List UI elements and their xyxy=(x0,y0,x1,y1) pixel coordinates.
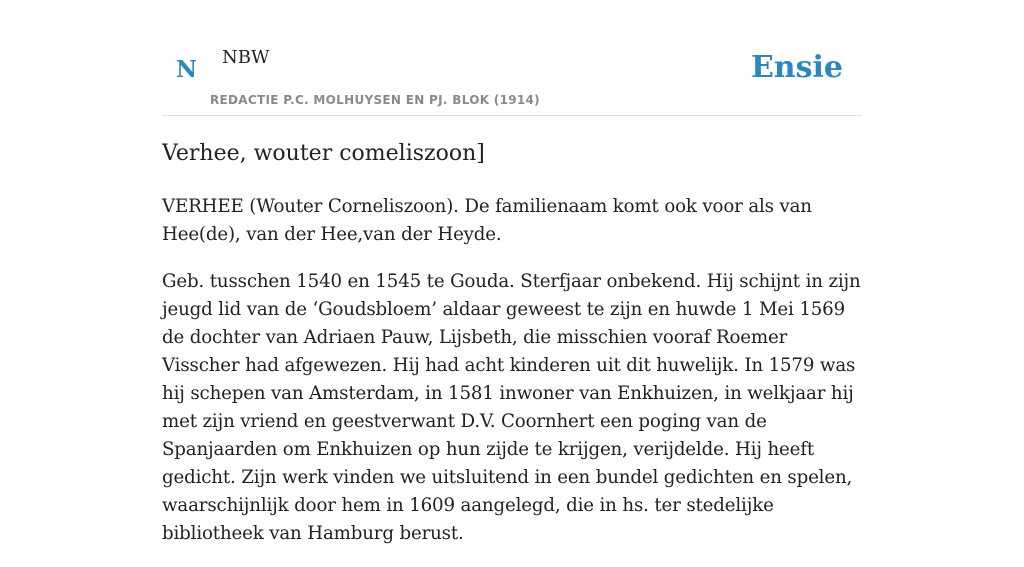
article-paragraph: VERHEE (Wouter Corneliszoon). De familienaam komt ook voor als van Hee(de), van der Hee,van der Heyde. xyxy=(162,196,812,245)
article xyxy=(162,138,862,567)
source-logo[interactable]: N xyxy=(176,56,198,83)
brand-logo[interactable]: Ensie xyxy=(750,50,843,85)
article-title: Verhee, wouter comeliszoon] xyxy=(162,141,485,166)
article-paragraph: Geb. tusschen 1540 en 1545 te Gouda. Sterfjaar onbekend. Hij schijnt in zijn jeugd lid van de ‘Goudsbloem’ aldaar geweest te zijn en huwde 1 Mei 1569 de dochter van Adriaen Pauw, Lijsbeth, die misschien vooraf Roemer Visscher had afgewezen. Hij had acht kinderen uit dit huwelijk. In 1579 was hij schepen van Amsterdam, in 1581 inwoner van Enkhuizen, in welkjaar hij met zijn vriend en geestverwant D.V. Coornhert een poging van de Spanjaarden om Enkhuizen op hun zijde te krijgen, verijdelde. Hij heeft gedicht. Zijn werk vinden we uitsluitend in een bundel gedichten en spelen, waarschijnlijk door hem in 1609 aangelegd, die in hs. ter stedelijke bibliotheek van Hamburg berust. xyxy=(162,271,861,544)
source-title[interactable]: NBW xyxy=(222,47,270,68)
source-subtitle: REDACTIE P.C. MOLHUYSEN EN PJ. BLOK (1914) xyxy=(210,93,540,107)
header xyxy=(162,40,862,116)
